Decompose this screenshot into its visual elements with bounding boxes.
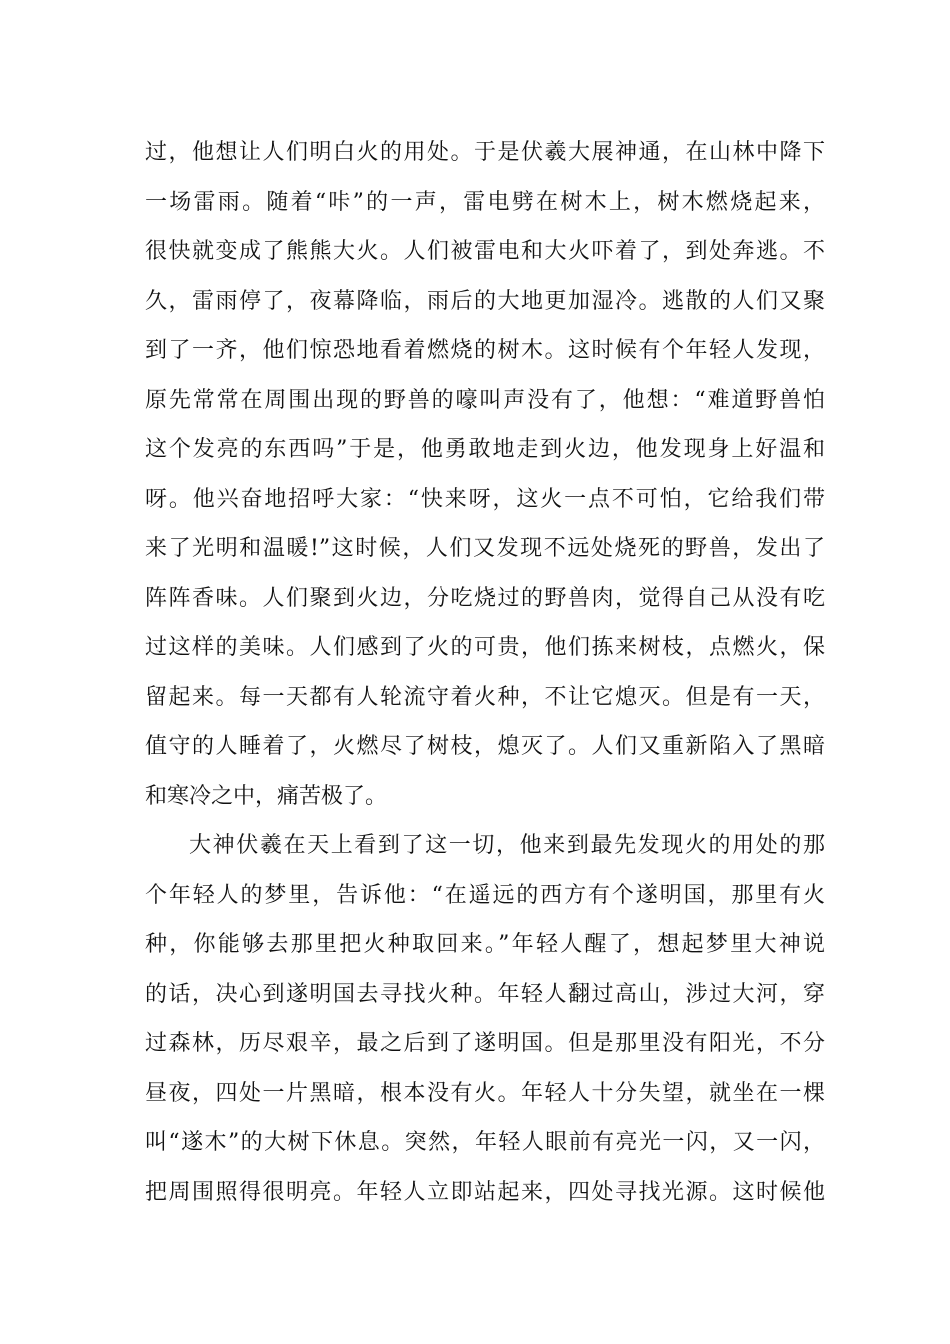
text-line: 来了光明和温暖!”这时候，人们又发现不远处烧死的野兽，发出了	[145, 536, 825, 561]
text-line: 个年轻人的梦里，告诉他：“在遥远的西方有个遂明国，那里有火	[145, 882, 825, 908]
text-line: 原先常常在周围出现的野兽的嚎叫声没有了，他想：“难道野兽怕	[145, 387, 825, 413]
text-line: 留起来。每一天都有人轮流守着火种，不让它熄灭。但是有一天，	[145, 684, 825, 710]
text-line: 把周围照得很明亮。年轻人立即站起来，四处寻找光源。这时候他	[145, 1179, 825, 1205]
text-line: 呀。他兴奋地招呼大家：“快来呀，这火一点不可怕，它给我们带	[145, 486, 825, 512]
text-line: 种，你能够去那里把火种取回来。”年轻人醒了，想起梦里大神说	[145, 932, 825, 957]
text-line: 和寒冷之中，痛苦极了。	[145, 783, 388, 809]
text-line: 大神伏羲在天上看到了这一切，他来到最先发现火的用处的那	[189, 833, 825, 858]
text-line: 一场雷雨。随着“咔”的一声，雷电劈在树木上，树木燃烧起来，	[145, 189, 825, 215]
text-line: 这个发亮的东西吗”于是，他勇敢地走到火边，他发现身上好温和	[145, 437, 825, 462]
text-line: 阵阵香味。人们聚到火边，分吃烧过的野兽肉，觉得自己从没有吃	[145, 585, 825, 611]
text-line: 过这样的美味。人们感到了火的可贵，他们拣来树枝，点燃火，保	[145, 635, 825, 660]
body-text	[145, 128, 825, 1217]
text-line: 昼夜，四处一片黑暗，根本没有火。年轻人十分失望，就坐在一棵	[145, 1080, 825, 1106]
text-line: 过，他想让人们明白火的用处。于是伏羲大展神通，在山林中降下	[145, 140, 825, 165]
text-line: 很快就变成了熊熊大火。人们被雷电和大火吓着了，到处奔逃。不	[145, 239, 825, 264]
text-line: 的话，决心到遂明国去寻找火种。年轻人翻过高山，涉过大河，穿	[145, 981, 825, 1007]
text-line: 叫“遂木”的大树下休息。突然，年轻人眼前有亮光一闪，又一闪，	[145, 1130, 825, 1155]
text-line: 到了一齐，他们惊恐地看着燃烧的树木。这时候有个年轻人发现，	[145, 338, 825, 363]
text-line: 值守的人睡着了，火燃尽了树枝，熄灭了。人们又重新陷入了黑暗	[145, 734, 825, 759]
text-line: 过森林，历尽艰辛，最之后到了遂明国。但是那里没有阳光，不分	[145, 1031, 825, 1056]
text-line: 久，雷雨停了，夜幕降临，雨后的大地更加湿冷。逃散的人们又聚	[145, 288, 825, 314]
